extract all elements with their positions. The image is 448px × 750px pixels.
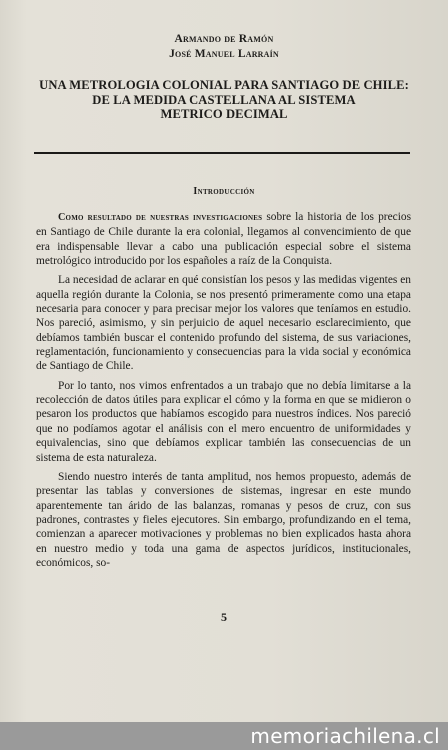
article-title [30,78,418,122]
author-name: Armando de Ramón [174,33,274,45]
paragraph [36,379,411,465]
section-heading: Introducción [193,186,255,197]
title-line: METRICO DECIMAL [160,107,288,121]
paragraph [36,470,411,570]
paragraph-text: Siendo nuestro interés de tanta amplitud, nos hemos propuesto, además de presentar las tablas y conversiones de sistemas, ingresar en este mundo aparentemente tan árido de las balanzas, romanas y pesos de cruz, con sus padrones, contrastes y fieles ejecutores. Sin embargo, profundizando en el tema, comienzan a aparecer motivaciones y problemas no bien explicados hasta ahora en nuestro medio y toda una gama de aspectos jurídicos, institucionales, económicos, so- [36,470,411,569]
body-text [36,210,411,575]
title-divider [34,152,410,154]
paragraph [36,210,411,268]
paragraph-text: Por lo tanto, nos vimos enfrentados a un trabajo que no debía limitarse a la recolección de datos útiles para explicar el cómo y la forma en que se midieron o pesaron los productos que habíamos escogido para nuestros índices. Nos pareció que no podíamos agotar el análisis con el mero encuentro de uniformidades y equivalencias, sino que debíamos explicar también las consecuencias de un sistema de esta naturaleza. [36,379,411,464]
author-name: José Manuel Larraín [169,48,279,60]
title-line: UNA METROLOGIA COLONIAL PARA SANTIAGO DE CHILE: [39,78,409,92]
paragraph [36,273,411,373]
paragraph-text: sobre la historia de los precios en Santiago de Chile durante la era colonial, llegamos al convencimiento de que era indispensable llevar a cabo una publicación especial sobre el sistema metrológico introducido por los españoles a raíz de la Conquista. [36,211,412,268]
paragraph-lead: Como resultado de nuestras investigaciones [58,212,263,223]
title-line: DE LA MEDIDA CASTELLANA AL SISTEMA [92,92,356,107]
page-number: 5 [221,610,227,624]
watermark-bar [0,722,448,750]
paragraph-text: La necesidad de aclarar en qué consistían los pesos y las medidas vigentes en aquella región durante la Colonia, se nos presentó primeramente como una etapa necesaria para conocer y para precisar mejor los valores que teníamos en estudio. Nos pareció, asimismo, y sin perjuicio de aquel necesario esclarecimiento, que debíamos también buscar el contenido profundo del sistema, de sus variaciones, reglamentación, funcionamiento y consecuencias para la vida social y económica de Santiago de Chile. [36,274,411,373]
watermark-text: memoriachilena.cl [250,724,440,748]
